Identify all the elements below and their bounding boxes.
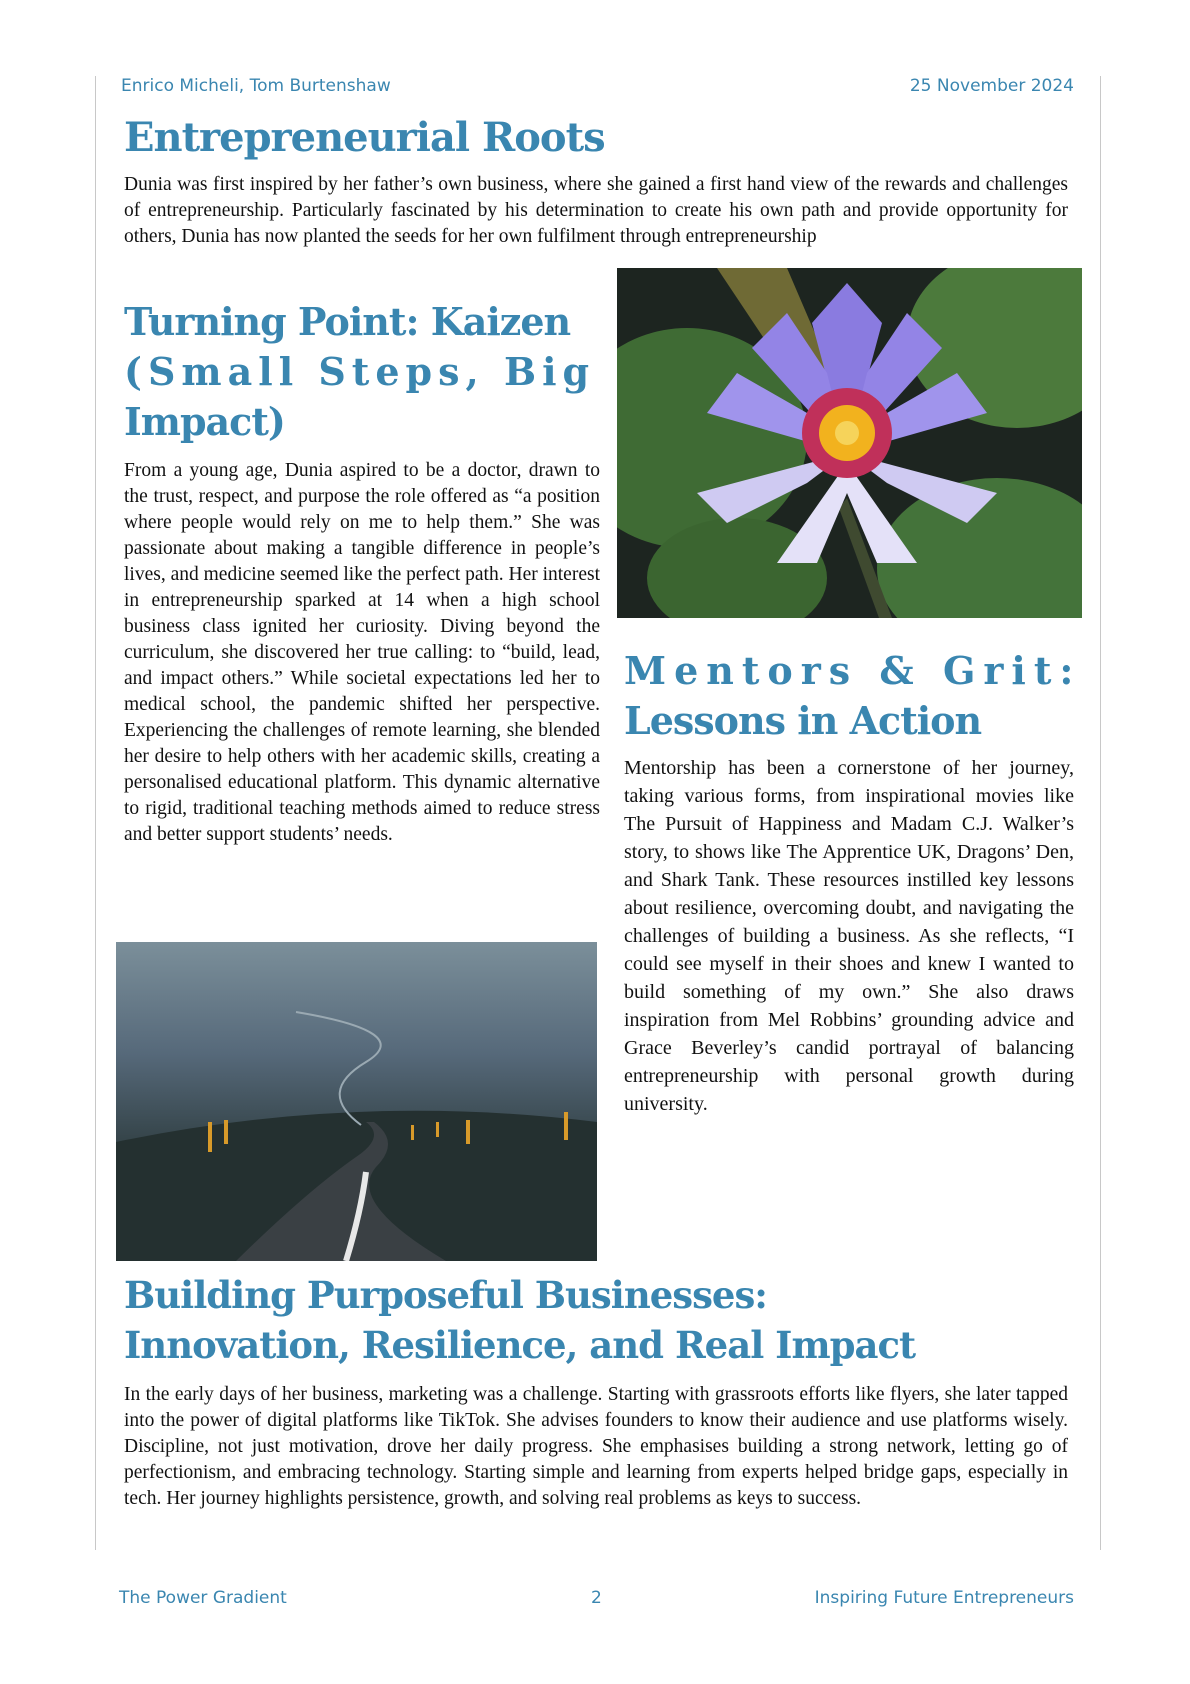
right-margin-rule bbox=[1100, 76, 1101, 1550]
footer-publication: The Power Gradient bbox=[119, 1588, 287, 1608]
section-title-building-1: Building Purposeful Businesses: bbox=[124, 1273, 767, 1317]
footer-page-number: 2 bbox=[591, 1588, 602, 1608]
winding-road-photo bbox=[116, 942, 597, 1261]
water-lily-photo bbox=[617, 268, 1082, 618]
section-title-turning-point-3: Impact) bbox=[124, 399, 285, 444]
section-body-roots: Dunia was first inspired by her father’s own business, where she gained a first hand view of the rewards and challenges of entrepreneurship. Particularly fascinated by his determination to create his own path and provide opportunity for others, Dunia has now planted the seeds for her own fulfilment through entrepreneurship bbox=[124, 174, 1068, 247]
section-body-building: In the early days of her business, marketing was a challenge. Starting with grassroots efforts like flyers, she later tapped into the power of digital platforms like TikTok. She advises founders to know their audience and use platforms wisely. Discipline, not just motivation, drove her daily progress. She emphasises building a strong network, letting go of perfectionism, and embracing technology. Starting simple and learning from experts helped bridge gaps, especially in tech. Her journey highlights persistence, growth, and solving real problems as keys to success. bbox=[124, 1384, 1068, 1509]
section-body-turning-point: From a young age, Dunia aspired to be a doctor, drawn to the trust, respect, and purpose the role offered as “a position where people would rely on me to help them.” She was passionate about making a tangible difference in people’s lives, and medicine seemed like the perfect path. Her interest in entrepreneurship sparked at 14 when a high school business class ignited her curiosity. Diving beyond the curriculum, she discovered her true calling: to “build, lead, and impact others.” While societal expectations led her to medical school, the pandemic shifted her perspective. Experiencing the challenges of remote learning, she blended her desire to help others with her academic skills, creating a personalised educational platform. This dynamic alternative to rigid, traditional teaching methods aimed to reduce stress and better support students’ needs. bbox=[124, 460, 600, 845]
section-title-turning-point-1: Turning Point: Kaizen bbox=[124, 299, 571, 344]
section-title-mentors-2: Lessons in Action bbox=[624, 698, 982, 743]
header-date: 25 November 2024 bbox=[909, 76, 1074, 96]
section-title-roots: Entrepreneurial Roots bbox=[124, 114, 605, 161]
section-body-mentors: Mentorship has been a cornerstone of her journey, taking various forms, from inspirational movies like The Pursuit of Happiness and Madam C.J. Walker’s story, to shows like The Apprentice UK, Dragons’ Den, and Shark Tank. These resources instilled key lessons about resilience, overcoming doubt, and navigating the challenges of building a business. As she reflects, “I could see myself in their shoes and knew I wanted to build something of my own.” She also draws inspiration from Mel Robbins’ grounding advice and Grace Beverley’s candid portrayal of balancing entrepreneurship with personal growth during university. bbox=[624, 757, 1074, 1115]
section-title-building-2: Innovation, Resilience, and Real Impact bbox=[124, 1323, 916, 1367]
header-authors: Enrico Micheli, Tom Burtenshaw bbox=[121, 76, 391, 96]
section-title-turning-point-2: (Small Steps, Big bbox=[124, 349, 596, 394]
footer-tagline: Inspiring Future Entrepreneurs bbox=[814, 1588, 1074, 1608]
section-title-mentors-1: Mentors & Grit: bbox=[624, 648, 1082, 693]
left-margin-rule bbox=[95, 76, 96, 1550]
